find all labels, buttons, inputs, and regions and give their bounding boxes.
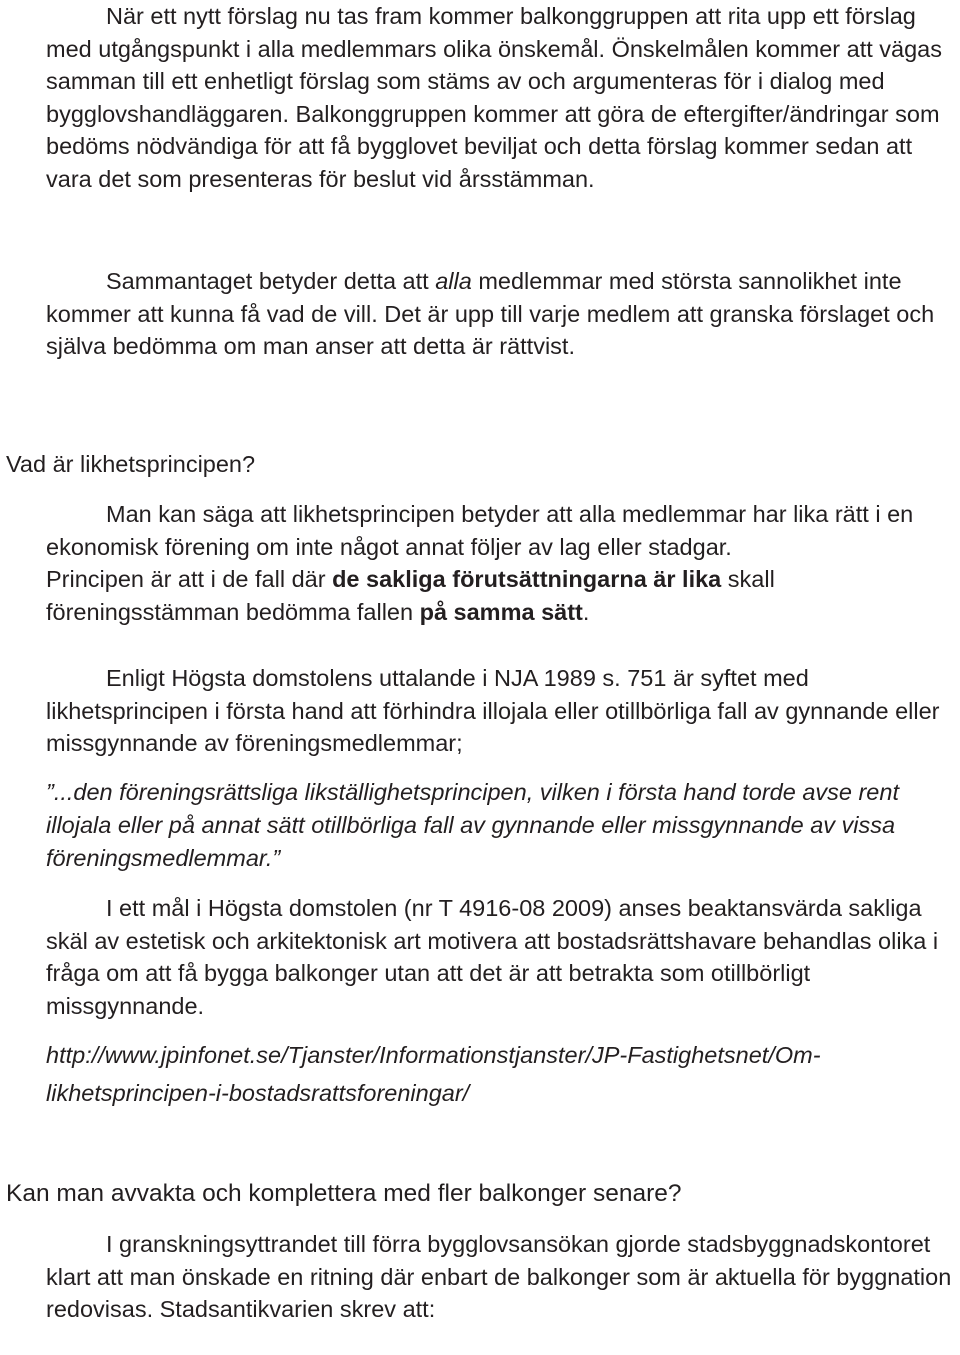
section-heading-likhetsprincipen: Vad är likhetsprincipen? bbox=[6, 451, 256, 477]
block-quote: ”...den föreningsrättsliga likställighetsprincipen, vilken i första hand torde avse rent illojala eller på annat sätt otillbörliga fall av gynnande eller missgynnande av vissa föreningsmedlemmar.” bbox=[46, 779, 899, 871]
paragraph-text: . bbox=[582, 598, 590, 625]
paragraph-hogsta-domstolen-mal: I ett mål i Högsta domstolen (nr T 4916-08 2009) anses beaktansvärda sakliga skäl av estetisk och arkitektonisk art motivera att bostadsrättshavare behandlas olika i fråga om att få bygga balkonger utan att det är att betrakta som otillbörligt missgynnande. bbox=[46, 895, 939, 1019]
paragraph-principen bbox=[46, 563, 956, 628]
bold-pa-samma-satt: på samma sätt bbox=[419, 598, 583, 625]
source-url[interactable] bbox=[46, 1036, 956, 1112]
paragraph-hogsta-domstolen-nja: Enligt Högsta domstolens uttalande i NJA 1989 s. 751 är syftet med likhetsprincipen i första hand att förhindra illojala eller otillbörliga fall av gynnande eller missgynnande av föreningsmedlemmar; bbox=[46, 665, 940, 756]
bold-forutsattningarna: förutsättningarna är lika bbox=[452, 566, 722, 592]
paragraph-likhetsprincipen-definition: Man kan säga att likhetsprincipen betyder att alla medlemmar har lika rätt i en ekonomisk förening om inte något annat följer av lag eller stadgar. bbox=[46, 501, 914, 560]
paragraph-balkonggruppen-proposal: När ett nytt förslag nu tas fram kommer balkonggruppen att rita upp ett förslag med utgångspunkt i alla medlemmars olika önskemål. Önskelmålen kommer att vägas samman till ett enhetligt förslag som stäms av och argumenteras för i dialog med bygglovshandläggaren. Balkonggruppen kommer att göra de eftergifter/ändringar som bedöms nödvändiga för att få bygglovet beviljat och detta förslag kommer sedan att vara det som presenteras för beslut vid årsstämman. bbox=[46, 3, 943, 192]
section-heading-avvakta: Kan man avvakta och komplettera med fler balkonger senare? bbox=[6, 1180, 682, 1207]
paragraph-text: skall föreningsstämman bedömma fallen bbox=[46, 566, 775, 625]
paragraph-granskningsyttrandet: I granskningsyttrandet till förra bygglovsansökan gjorde stadsbyggnadskontoret klart att man önskade en ritning där enbart de balkonger som är aktuella för byggnation redovisas. Stadsantikvarien skrev att: bbox=[46, 1231, 952, 1322]
paragraph-text: medlemmar med största sannolikhet inte kommer att kunna få vad de vill. Det är upp till varje medlem att granska förslaget och själva bedömma om man anser att detta är rättvist. bbox=[46, 268, 935, 359]
url-line-1[interactable]: http://www.jpinfonet.se/Tjanster/Informationstjanster/JP-Fastighetsnet/Om- bbox=[46, 1042, 821, 1068]
url-line-2[interactable]: likhetsprincipen-i-bostadsrattsforeningar/ bbox=[46, 1080, 470, 1106]
paragraph-text: Principen är att i de fall där bbox=[46, 566, 333, 592]
paragraph-sammantaget bbox=[46, 265, 956, 363]
paragraph-text: Sammantaget betyder detta att bbox=[106, 268, 436, 294]
emphasis-alla: alla bbox=[435, 268, 472, 294]
bold-de-sakliga: de sakliga bbox=[332, 566, 453, 592]
